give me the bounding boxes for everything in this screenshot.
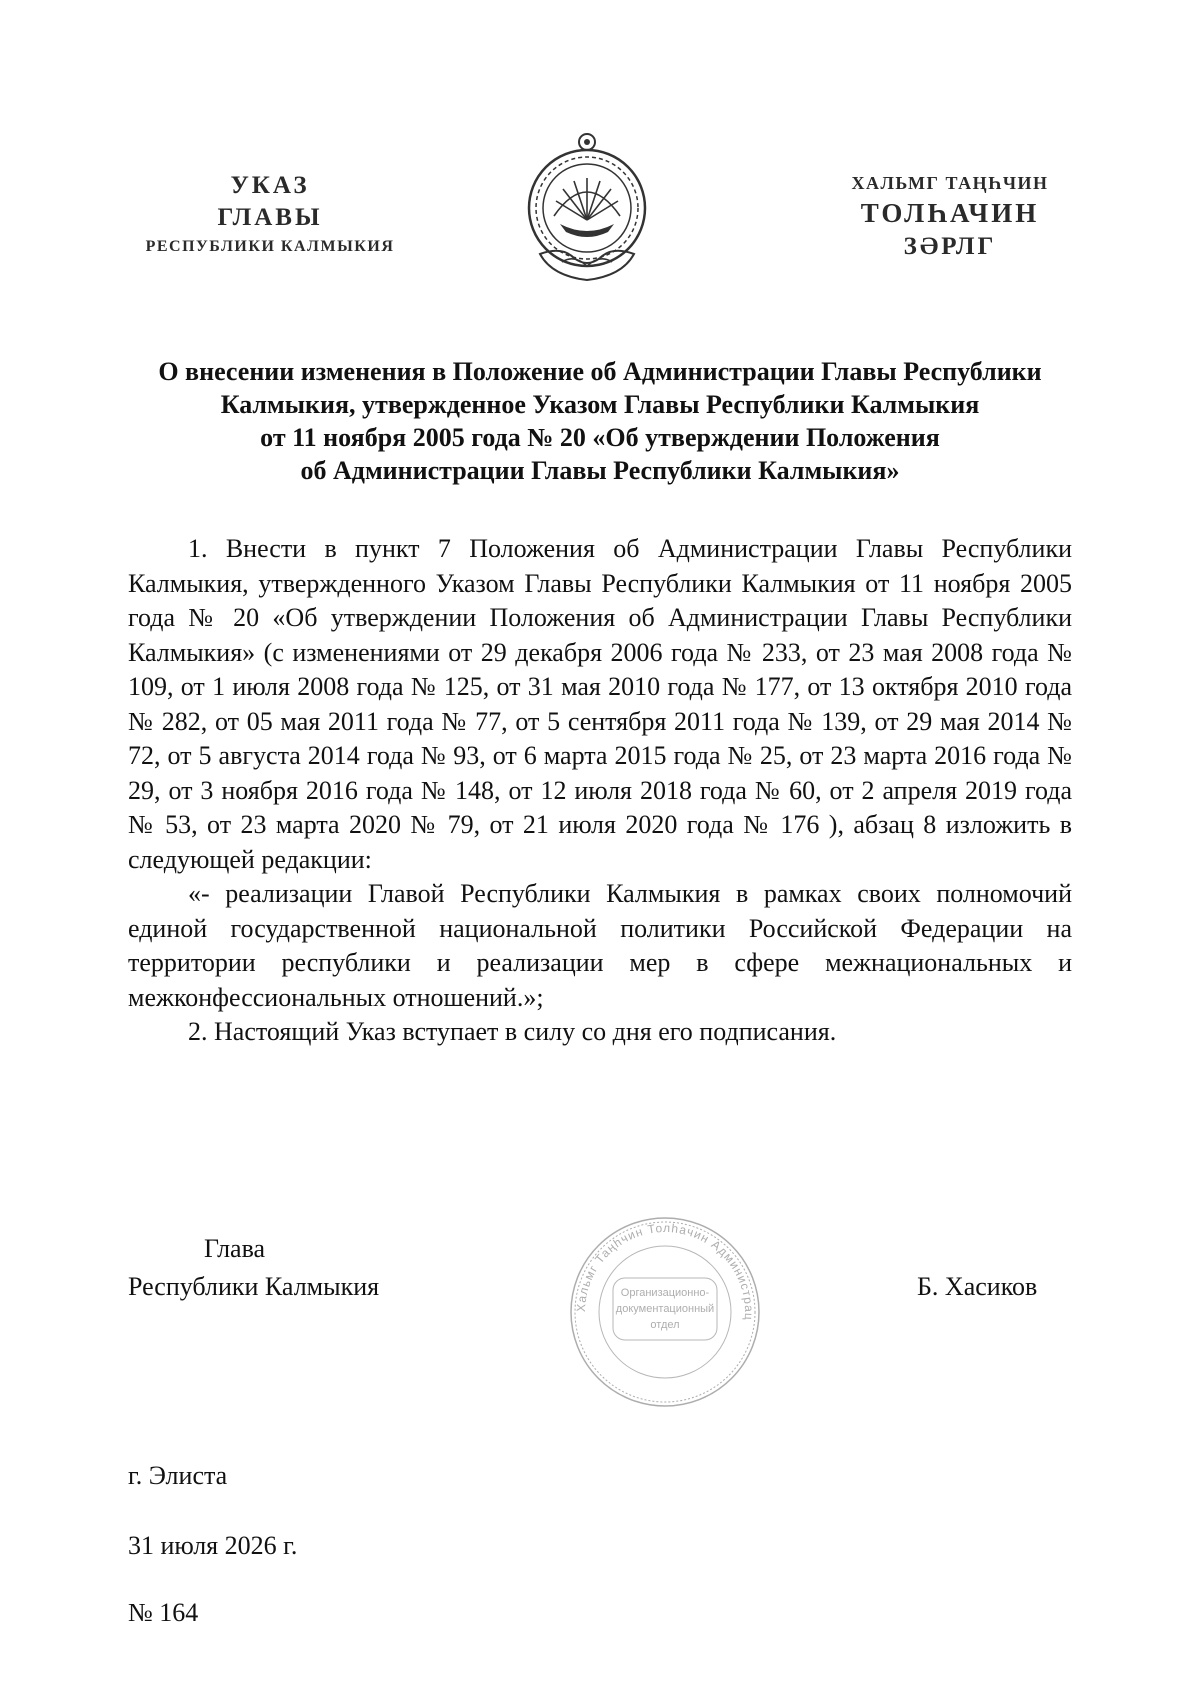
title-line: О внесении изменения в Положение об Администрации Главы Республики	[158, 357, 1042, 386]
header-left	[110, 170, 430, 260]
title-line: от 11 ноября 2005 года № 20 «Об утверждении Положения	[260, 423, 940, 452]
decree-title	[100, 355, 1100, 487]
post-line: Глава	[204, 1234, 266, 1263]
title-line: об Администрации Главы Республики Калмыкия»	[300, 456, 900, 485]
title-line: Калмыкия, утвержденное Указом Главы Республики Калмыкия	[220, 390, 980, 419]
stamp-ring-text: Хальмг Таңһчин Толһачин Администрац	[573, 1220, 757, 1322]
paragraph-2: 2. Настоящий Указ вступает в силу со дня его подписания.	[188, 1017, 837, 1046]
decree-number: № 164	[128, 1598, 199, 1627]
kalmyk-republic-label: ХАЛЬМГ ТАҢҺЧИН	[851, 173, 1049, 193]
decree-date: 31 июля 2026 г.	[128, 1531, 298, 1560]
stamp-center-line: документационный	[615, 1303, 715, 1315]
kalmyk-decree-label: ЗӘРЛГ	[903, 233, 997, 260]
stamp-center-line: Организационно-	[620, 1287, 710, 1299]
decree-body	[128, 532, 1072, 1050]
paragraph-quote: «- реализации Главой Республики Калмыкия в рамках своих полномочий единой государственной национальной политики Российской Федерации на территории республики и реализации мер в сфере межнациональных и межконфессиональных отношений.»;	[128, 879, 1072, 1012]
header-right	[820, 170, 1080, 264]
stamp-center-line: отдел	[650, 1319, 680, 1331]
signatory-name: Б. Хасиков	[917, 1272, 1038, 1301]
paragraph-1: 1. Внести в пункт 7 Положения об Администрации Главы Республики Калмыкия, утвержденного Указом Главы Республики Калмыкия от 11 ноября 2005 года № 20 «Об утверждении Положения об Администрации Главы Республики Калмыкия» (с изменениями от 29 декабря 2006 года № 233, от 23 мая 2008 года № 109, от 1 июля 2008 года № 125, от 31 мая 2010 года № 177, от 13 октября 2010 года № 282, от 05 мая 2011 года № 77, от 5 сентября 2011 года № 139, от 29 мая 2014 № 72, от 5 августа 2014 года № 93, от 6 марта 2015 года № 25, от 23 марта 2016 года № 29, от 3 ноября 2016 года № 148, от 12 июля 2018 года № 60, от 2 апреля 2019 года № 53, от 23 марта 2020 № 79, от 21 июля 2020 года № 176 ), абзац 8 изложить в следующей редакции:	[128, 534, 1072, 874]
post-line: Республики Калмыкия	[128, 1272, 380, 1301]
official-stamp	[565, 1212, 765, 1412]
republic-label: РЕСПУБЛИКИ КАЛМЫКИЯ	[145, 238, 395, 255]
head-label: ГЛАВЫ	[217, 204, 323, 231]
signatory-post	[128, 1230, 379, 1306]
decree-label: УКАЗ	[230, 172, 310, 199]
place-of-issue: г. Элиста	[128, 1461, 228, 1490]
coat-of-arms-icon	[522, 128, 652, 290]
kalmyk-head-label: ТОЛҺАЧИН	[860, 198, 1040, 228]
